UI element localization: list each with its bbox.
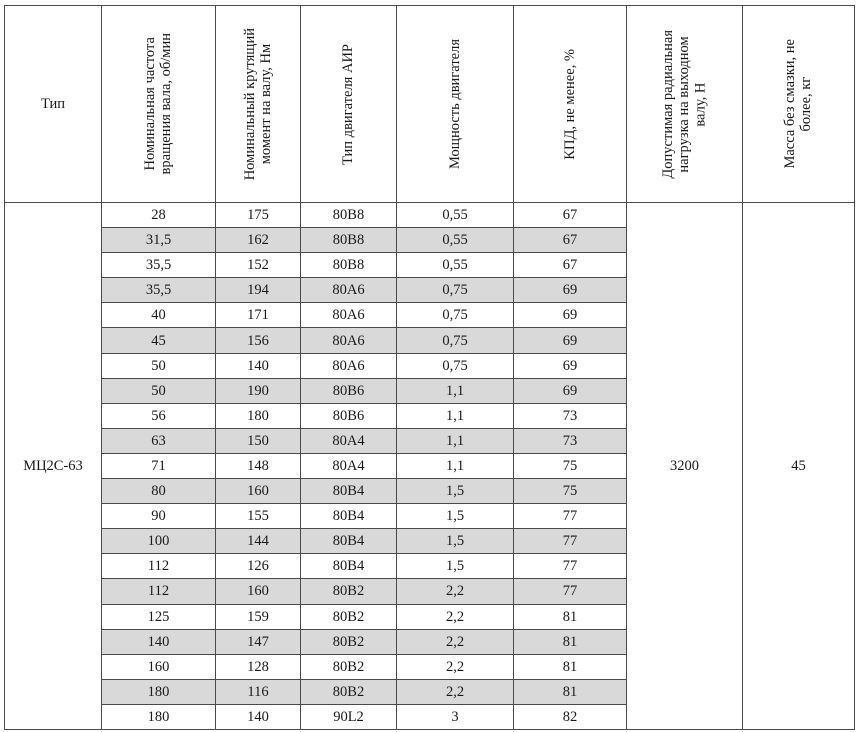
torque-cell: 194 [216, 278, 301, 303]
efficiency-cell: 73 [514, 428, 627, 453]
speed-cell: 35,5 [102, 253, 216, 278]
header-efficiency [514, 6, 627, 203]
speed-cell: 56 [102, 403, 216, 428]
speed-cell: 80 [102, 479, 216, 504]
motor-type-cell: 80В2 [301, 604, 397, 629]
power-cell: 1,5 [397, 529, 514, 554]
speed-cell: 112 [102, 579, 216, 604]
header-speed [102, 6, 216, 203]
motor-type-cell: 80В2 [301, 629, 397, 654]
torque-cell: 128 [216, 654, 301, 679]
torque-cell: 150 [216, 428, 301, 453]
power-cell: 0,75 [397, 353, 514, 378]
power-cell: 1,1 [397, 403, 514, 428]
speed-cell: 35,5 [102, 278, 216, 303]
motor-type-cell: 80А6 [301, 278, 397, 303]
power-cell: 1,1 [397, 428, 514, 453]
header-mass-text [782, 39, 814, 169]
speed-cell: 100 [102, 529, 216, 554]
torque-cell: 152 [216, 253, 301, 278]
torque-cell: 156 [216, 328, 301, 353]
header-line: Масса без смазки, не [782, 39, 799, 169]
efficiency-cell: 69 [514, 278, 627, 303]
torque-cell: 162 [216, 228, 301, 253]
motor-type-cell: 80А6 [301, 303, 397, 328]
speed-cell: 50 [102, 353, 216, 378]
efficiency-cell: 77 [514, 504, 627, 529]
header-power-text [447, 39, 463, 169]
header-line: Тип двигателя АИР [340, 43, 357, 165]
torque-cell: 159 [216, 604, 301, 629]
power-cell: 1,1 [397, 453, 514, 478]
speed-cell: 50 [102, 378, 216, 403]
motor-type-cell: 80А4 [301, 453, 397, 478]
motor-type-cell: 80А6 [301, 328, 397, 353]
efficiency-cell: 77 [514, 529, 627, 554]
speed-cell: 112 [102, 554, 216, 579]
efficiency-cell: 69 [514, 378, 627, 403]
efficiency-cell: 69 [514, 353, 627, 378]
power-cell: 0,55 [397, 203, 514, 228]
table-header [5, 6, 855, 203]
motor-type-cell: 80В4 [301, 504, 397, 529]
torque-cell: 144 [216, 529, 301, 554]
radial-load-cell: 3200 [627, 203, 743, 730]
efficiency-cell: 67 [514, 228, 627, 253]
power-cell: 2,2 [397, 629, 514, 654]
header-line: вращения вала, об/мин [158, 33, 175, 175]
efficiency-cell: 82 [514, 704, 627, 729]
header-power [397, 6, 514, 203]
header-efficiency-text [562, 49, 578, 160]
efficiency-cell: 73 [514, 403, 627, 428]
header-motor-type-text [340, 44, 356, 165]
motor-type-cell: 80В6 [301, 378, 397, 403]
motor-type-cell: 80В4 [301, 529, 397, 554]
speed-cell: 180 [102, 704, 216, 729]
speed-cell: 125 [102, 604, 216, 629]
efficiency-cell: 77 [514, 554, 627, 579]
header-line: момент на валу, Нм [258, 43, 274, 165]
header-line: более, кг [798, 76, 815, 132]
mass-cell: 45 [743, 203, 855, 730]
torque-cell: 160 [216, 479, 301, 504]
torque-cell: 147 [216, 629, 301, 654]
speed-cell: 160 [102, 654, 216, 679]
speed-cell: 31,5 [102, 228, 216, 253]
power-cell: 1,5 [397, 554, 514, 579]
motor-type-cell: 90L2 [301, 704, 397, 729]
torque-cell: 116 [216, 679, 301, 704]
efficiency-cell: 69 [514, 303, 627, 328]
header-line: Номинальная частота [142, 37, 159, 171]
header-line: Допустимая радиальная [660, 29, 677, 179]
header-torque [216, 6, 301, 203]
table-row [5, 203, 855, 228]
motor-type-cell: 80В2 [301, 579, 397, 604]
header-radial-load [627, 6, 743, 203]
header-line: Мощность двигателя [446, 39, 463, 169]
motor-type-cell: 80В2 [301, 654, 397, 679]
header-row [5, 6, 855, 203]
efficiency-cell: 67 [514, 203, 627, 228]
torque-cell: 171 [216, 303, 301, 328]
header-speed-text [142, 33, 174, 174]
efficiency-cell: 69 [514, 328, 627, 353]
motor-type-cell: 80В4 [301, 554, 397, 579]
header-type: Тип [5, 6, 102, 203]
efficiency-cell: 81 [514, 679, 627, 704]
power-cell: 0,55 [397, 228, 514, 253]
power-cell: 0,75 [397, 328, 514, 353]
type-cell: МЦ2С-63 [5, 203, 102, 730]
torque-cell: 190 [216, 378, 301, 403]
motor-type-cell: 80В8 [301, 228, 397, 253]
header-line: КПД, не менее, % [561, 48, 578, 160]
power-cell: 2,2 [397, 579, 514, 604]
header-mass [743, 6, 855, 203]
motor-spec-table [4, 5, 855, 730]
motor-type-cell: 80В2 [301, 679, 397, 704]
power-cell: 0,75 [397, 303, 514, 328]
speed-cell: 28 [102, 203, 216, 228]
power-cell: 1,1 [397, 378, 514, 403]
header-radial-load-text [660, 30, 709, 179]
efficiency-cell: 75 [514, 453, 627, 478]
speed-cell: 180 [102, 679, 216, 704]
power-cell: 3 [397, 704, 514, 729]
header-line: Номинальный крутящий [241, 27, 258, 181]
speed-cell: 71 [102, 453, 216, 478]
torque-cell: 148 [216, 453, 301, 478]
power-cell: 1,5 [397, 479, 514, 504]
power-cell: 1,5 [397, 504, 514, 529]
power-cell: 2,2 [397, 654, 514, 679]
speed-cell: 90 [102, 504, 216, 529]
torque-cell: 126 [216, 554, 301, 579]
torque-cell: 175 [216, 203, 301, 228]
efficiency-cell: 67 [514, 253, 627, 278]
power-cell: 2,2 [397, 604, 514, 629]
motor-type-cell: 80А6 [301, 353, 397, 378]
torque-cell: 155 [216, 504, 301, 529]
motor-type-cell: 80В8 [301, 203, 397, 228]
torque-cell: 180 [216, 403, 301, 428]
power-cell: 2,2 [397, 679, 514, 704]
torque-cell: 140 [216, 353, 301, 378]
speed-cell: 140 [102, 629, 216, 654]
speed-cell: 45 [102, 328, 216, 353]
efficiency-cell: 75 [514, 479, 627, 504]
header-motor-type [301, 6, 397, 203]
power-cell: 0,55 [397, 253, 514, 278]
power-cell: 0,75 [397, 278, 514, 303]
efficiency-cell: 77 [514, 579, 627, 604]
table-body [5, 203, 855, 730]
motor-type-cell: 80В6 [301, 403, 397, 428]
torque-cell: 160 [216, 579, 301, 604]
header-line: нагрузка на выходном [676, 35, 693, 173]
motor-type-cell: 80В8 [301, 253, 397, 278]
torque-cell: 140 [216, 704, 301, 729]
speed-cell: 63 [102, 428, 216, 453]
efficiency-cell: 81 [514, 604, 627, 629]
header-line: валу, Н [692, 82, 709, 126]
motor-type-cell: 80В4 [301, 479, 397, 504]
efficiency-cell: 81 [514, 629, 627, 654]
efficiency-cell: 81 [514, 654, 627, 679]
motor-type-cell: 80А4 [301, 428, 397, 453]
header-torque-text [242, 28, 274, 180]
speed-cell: 40 [102, 303, 216, 328]
